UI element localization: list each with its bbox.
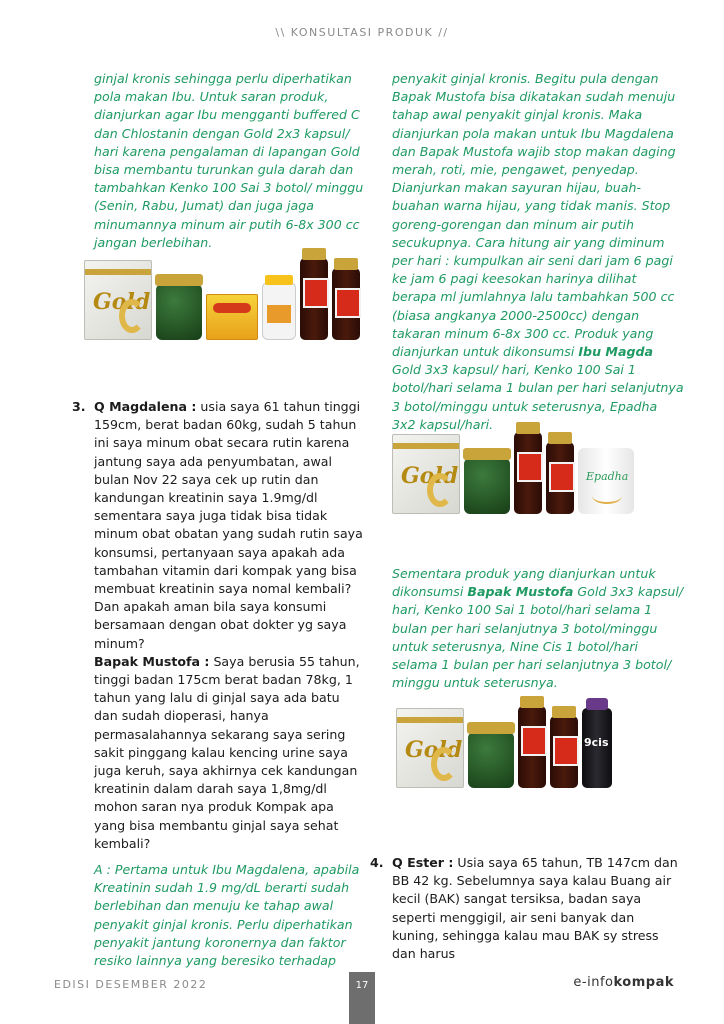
ninecis-bottle-image: 9cis bbox=[582, 708, 612, 788]
right-column bbox=[392, 70, 684, 434]
gold-jar-image bbox=[468, 732, 514, 788]
left-column bbox=[94, 70, 366, 252]
brand-logo: e-infokompak bbox=[573, 975, 674, 990]
edition-label: EDISI DESEMBER 2022 bbox=[54, 978, 208, 991]
kenko-bottle-image bbox=[550, 716, 578, 788]
mustofa-recommendation: Sementara produk yang dianjurkan untuk dikonsumsi Bapak Mustofa Gold 3x3 kapsul/ hari, Kenko 100 Sai 1 botol/hari selama 1 bulan per hari selanjutnya 3 botol/minggu untuk seterusnya, Nine Cis 1 botol/hari selama 1 bulan per hari selanjutnya 3 botol/ minggu untuk seterusnya. bbox=[392, 566, 684, 691]
question-text: Saya berusia 55 tahun, tinggi badan 175cm berat badan 78kg, 1 tahun yang lalu di ginjal saya ada batu dan sudah dioperasi, hanya permasalahannya sekarang saya sering sakit pinggang kalau kencing urine saya juga keruh, saya akhirnya cek kandungan kreatinin dalam darah saya 1,8mg/dl mohon saran nya produk Kompak apa yang bisa membantu ginjal saya sehat kembali? bbox=[94, 653, 360, 851]
question-text: Usia saya 65 tahun, TB 147cm dan BB 42 kg. Sebelumnya saya kalau Buang air kecil (BAK) sangat tersiksa, badan saya seperti menggigil, air seni banyak dan kuning, sehingga kalau mau BAK sy stress dan harus bbox=[392, 855, 678, 962]
question-number: 4. bbox=[370, 855, 384, 870]
question-4 bbox=[370, 854, 684, 963]
asker-name: Q Magdalena : bbox=[94, 399, 197, 414]
question-3 bbox=[72, 398, 366, 970]
page-number: 17 bbox=[349, 972, 375, 1024]
product-photo-gold-kenko-epadha bbox=[392, 432, 634, 514]
answer-continued: penyakit ginjal kronis. Begitu pula dengan Bapak Mustofa bisa dikatakan sudah menuju tahap awal penyakit ginjal kronis. Maka dianjurkan pola makan untuk Ibu Magdalena dan Bapak Mustofa wajib stop makan daging merah, roti, mie, pengawet, penyedap. Dianjurkan makan sayuran hijau, buah-buahan warna hijau, yang tidak manis. Stop goreng-gorengan dan minum air putih secukupnya. Cara hitung air yang diminum per hari : kumpulkan air seni dari jam 6 pagi ke jam 6 pagi keesokan harinya dilihat berapa ml jumlahnya lalu tambahkan 500 cc (biasa angkanya 2000-2500cc) dengan takaran minum 6-8x 300 cc. Produk yang dianjurkan untuk dikonsumsi Ibu Magda Gold 3x3 kapsul/ hari, Kenko 100 Sai 1 botol/hari selama 1 bulan per hari selanjutnya 3 botol/minggu untuk seterusnya, Epadha 3x2 kapsul/hari. bbox=[392, 71, 684, 432]
epadha-bottle-image: Epadha bbox=[578, 448, 634, 514]
question-text: usia saya 61 tahun tinggi 159cm, berat badan 60kg, sudah 5 tahun ini saya minum obat secara rutin karena jantung saya ada penyumbatan, awal bulan Nov 22 saya cek up rutin dan kandungan kreatinin saya 1.9mg/dl sementara saya juga tidak bisa tidak minum obat obatan yang sudah rutin saya konsumsi, pertanyaan saya apakah ada tambahan vitamin dari kompak yang bisa membuat kreatinin saya nomal kembali? Dan apakah aman bila saya konsumi bersamaan dengan obat dokter yg saya minum? bbox=[94, 399, 363, 651]
highlight-name: Bapak Mustofa bbox=[467, 584, 574, 600]
gold-box-image: Gold bbox=[392, 434, 460, 514]
kenko-bottle-image bbox=[300, 258, 328, 340]
kenko-bottle-image bbox=[546, 442, 574, 514]
section-header: \\ KONSULTASI PRODUK // bbox=[275, 26, 449, 39]
asker-name: Q Ester : bbox=[392, 855, 454, 870]
kenko-bottle-image bbox=[514, 432, 542, 514]
asker-name: Bapak Mustofa : bbox=[94, 653, 210, 669]
gold-jar-image bbox=[464, 458, 510, 514]
highlight-name: Ibu Magda bbox=[578, 344, 653, 360]
question-number: 3. bbox=[72, 399, 86, 414]
supplement-box-image bbox=[206, 294, 258, 340]
gold-jar-image bbox=[156, 284, 202, 340]
product-photo-gold-kenko bbox=[84, 258, 360, 340]
intro-answer: ginjal kronis sehingga perlu diperhatikan pola makan Ibu. Untuk saran produk, dianjurkan agar Ibu mengganti buffered C dan Chlostanin dengan Gold 2x3 kapsul/ hari karena pengalaman di lapangan Gold bisa membantu turunkan gula darah dan tambahkan Kenko 100 Sai 3 botol/ minggu (Senin, Rabu, Jumat) dan juga jaga minumannya minum air putih 6-8x 300 cc jangan berlebihan. bbox=[94, 71, 364, 250]
answer-text: A : Pertama untuk Ibu Magdalena, apabila Kreatinin sudah 1.9 mg/dL berarti sudah berlebihan dan menuju ke tahap awal penyakit ginjal kronis. Perlu diperhatikan penyakit jantung koronernya dan faktor resiko lainnya yang beresiko terhadap bbox=[94, 862, 360, 969]
kenko-bottle-image bbox=[332, 268, 360, 340]
gold-box-image: Gold bbox=[84, 260, 152, 340]
gold-box-image: Gold bbox=[396, 708, 464, 788]
product-photo-gold-kenko-ninecis bbox=[396, 706, 612, 788]
supplement-bottle-image bbox=[262, 282, 296, 340]
kenko-bottle-image bbox=[518, 706, 546, 788]
